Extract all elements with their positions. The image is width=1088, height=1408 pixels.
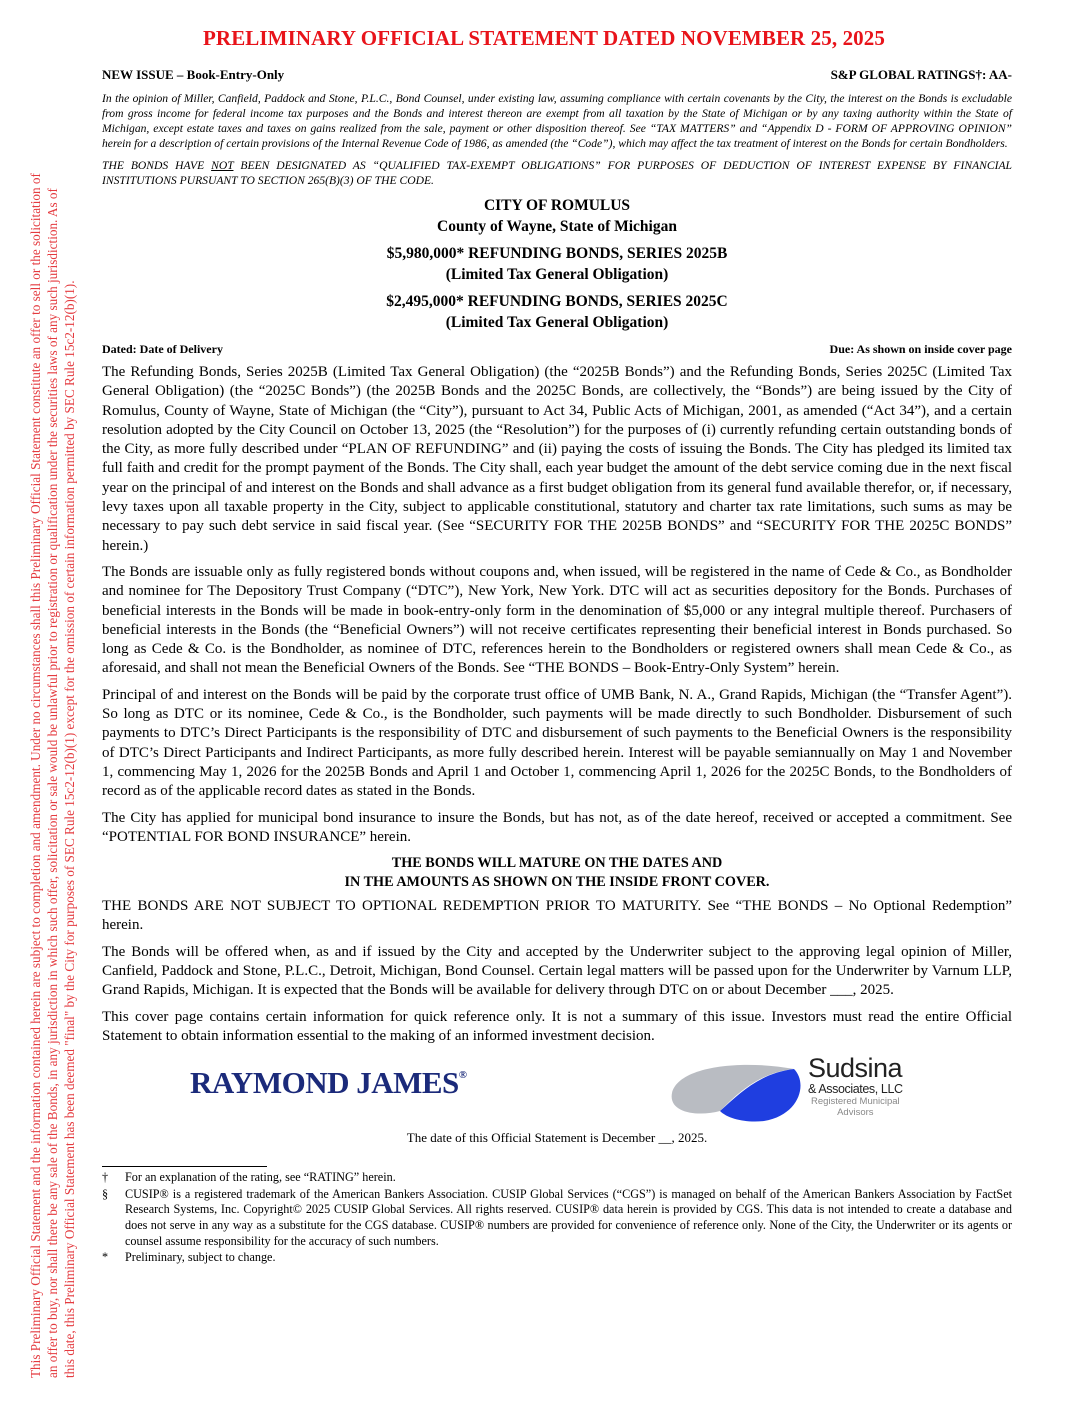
series-c-subtitle: (Limited Tax General Obligation) <box>445 314 669 331</box>
dated-label: Dated: Date of Delivery <box>102 342 223 356</box>
issue-header-row <box>102 67 1012 83</box>
sidebar-line: an offer to buy, nor shall there be any sale of the Bonds, in any jurisdiction in which such offer, solicitation or sale would be unlawful prior to registration or qualification under the securities laws of any such jurisdiction. As of <box>45 188 60 1378</box>
footnote-text: CUSIP® is a registered trademark of the American Bankers Association. CUSIP Global Services (“CGS”) is managed on behalf of the American Bankers Association by FactSet Research Systems, Inc. Copyright© 2025 CUSIP Global Services. All rights reserved. CUSIP® data herein is provided by CGS. This data is not intended to create a database and does not serve in any way as a substitute for the CGS database. CUSIP® numbers are provided for convenience of reference only. None of the City, the Underwriter or its agents or counsel assume responsibility for the accuracy of such numbers. <box>125 1186 1012 1248</box>
series-b-subtitle: (Limited Tax General Obligation) <box>445 266 669 283</box>
footnote-divider <box>102 1166 267 1167</box>
issuer-name: CITY OF ROMULUS <box>483 197 631 214</box>
footnote-text: Preliminary, subject to change. <box>125 1250 276 1265</box>
qualified-notice-text: BEEN DESIGNATED AS “QUALIFIED TAX-EXEMPT OBLIGATIONS” FOR PURPOSES OF DEDUCTION OF INTEREST EXPENSE BY FINANCIAL INSTITUTIONS PURSUANT TO SECTION 265(B)(3) OF THE CODE. <box>102 159 1013 187</box>
footnote-symbol: † <box>102 1170 109 1185</box>
rating-label: S&P GLOBAL RATINGS†: AA- <box>830 67 1012 82</box>
sudsina-reg: Registered Municipal <box>810 1096 900 1108</box>
paragraph: Principal of and interest on the Bonds will be paid by the corporate trust office of UMB Bank, N. A., Grand Rapids, Michigan (the “Transfer Agent”). So long as DTC or its nominee, Cede & Co., is the Bondholder, such payments will be made directly to such Bondholder. Disbursement of such payments to DTC’s Direct Participants is the responsibility of DTC and disbursement of such payments to the Beneficial Owners is the responsibility of DTC’s Direct Participants and Indirect Participants, as more fully described herein. Interest will be payable semiannually on May 1 and November 1, commencing May 1, 2026 for the 2025B Bonds and April 1 and October 1, commencing April 1, 2026 for the 2025C Bonds, to the Bondholders of record as of the applicable record dates as stated in the Bonds. <box>102 686 1012 800</box>
tax-opinion: In the opinion of Miller, Canfield, Paddock and Stone, P.L.C., Bond Counsel, under existing law, assuming compliance with certain covenants by the City, the interest on the Bonds is excludable from gross income for federal income tax purposes and the Bonds and interest thereon are exempt from all taxation by the State of Michigan or by any taxing authority within the State of Michigan, except estate taxes and taxes on gains realized from the sale, payment or other disposition thereof. See “TAX MATTERS” and “Appendix D - FORM OF APPROVING OPINION” herein for a description of certain provisions of the Internal Revenue Code of 1986, as amended (the “Code”), which may affect the tax treatment of interest on the Bonds for certain Bondholders. <box>102 92 1012 150</box>
paragraph: The Refunding Bonds, Series 2025B (Limited Tax General Obligation) (the “2025B Bonds”) and the Refunding Bonds, Series 2025C (Limited Tax General Obligation) (the “2025C Bonds”) (the 2025B Bonds and the 2025C Bonds, are collectively, the “Bonds”) are being issued by the City of Romulus, County of Wayne, State of Michigan (the “City”), pursuant to Act 34, Public Acts of Michigan, 2001, as amended (“Act 34”), and a certain resolution adopted by the City Council on October 13, 2025 (the “Resolution”) for the purposes of (i) currently refunding certain outstanding bonds of the City, as more fully described under “PLAN OF REFUNDING” and (ii) paying the costs of issuing the Bonds. The City has pledged its limited tax full faith and credit for the prompt payment of the Bonds. The City shall, each year budget the amount of the debt service coming due in the next fiscal year on the principal of and interest on the Bonds and shall advance as a first budget obligation from its general fund available therefor, or, if necessary, levy taxes upon all taxable property in the City, subject to applicable constitutional, statutory and charter tax rate limitations, such sums as may be necessary to pay such debt service in said fiscal year. (See “SECURITY FOR THE 2025B BONDS” and “SECURITY FOR THE 2025C BONDS” herein.) <box>102 364 1012 554</box>
paragraph: THE BONDS ARE NOT SUBJECT TO OPTIONAL REDEMPTION PRIOR TO MATURITY. See “THE BONDS – No Optional Redemption” herein. <box>102 898 1012 934</box>
issuer-location: County of Wayne, State of Michigan <box>437 218 677 235</box>
maturity-line: IN THE AMOUNTS AS SHOWN ON THE INSIDE FRONT COVER. <box>344 874 770 891</box>
logos-row <box>102 1053 1012 1128</box>
qualified-notice-text: THE BONDS HAVE <box>102 159 212 172</box>
footnote-text: For an explanation of the rating, see “RATING” herein. <box>125 1170 396 1185</box>
series-b-title: $5,980,000* REFUNDING BONDS, SERIES 2025B <box>386 245 728 262</box>
paragraph: The City has applied for municipal bond insurance to insure the Bonds, but has not, as of the date hereof, received or accepted a commitment. See “POTENTIAL FOR BOND INSURANCE” herein. <box>102 809 1012 845</box>
footnote-symbol: * <box>102 1250 109 1265</box>
document-title: PRELIMINARY OFFICIAL STATEMENT DATED NOVEMBER 25, 2025 <box>203 26 885 50</box>
footnote <box>102 1250 1012 1266</box>
sudsina-name: Sudsina <box>808 1053 903 1084</box>
sudsina-logo <box>668 1053 928 1125</box>
maturity-line: THE BONDS WILL MATURE ON THE DATES AND <box>391 855 723 872</box>
tax-opinion-block <box>102 91 1012 188</box>
paragraph: The Bonds will be offered when, as and if issued by the City and accepted by the Underwriter subject to the approving legal opinion of Miller, Canfield, Paddock and Stone, P.L.C., Detroit, Michigan, Bond Counsel. Certain legal matters will be passed upon for the Underwriter by Varnum LLP, Grand Rapids, Michigan. It is expected that the Bonds will be available for delivery through DTC on or about December ___, 2025. <box>102 943 1012 999</box>
dated-due-row <box>102 342 1012 357</box>
sudsina-reg: Advisors <box>837 1107 874 1119</box>
raymond-james-logo <box>190 1065 467 1101</box>
new-issue-label: NEW ISSUE – Book-Entry-Only <box>102 67 285 82</box>
raymond-james-wordmark: RAYMOND JAMES <box>190 1065 459 1101</box>
footnotes <box>102 1170 1012 1266</box>
body-text <box>102 363 1012 1046</box>
paragraph: The Bonds are issuable only as fully registered bonds without coupons and, when issued, will be registered in the name of Cede & Co., as Bondholder and nominee for The Depository Trust Company (“DTC”), New York, New York. DTC will act as securities depository for the Bonds. Purchases of beneficial interests in the Bonds will be made in book-entry-only form in the denomination of $5,000 or any integral multiple thereof. Purchasers of beneficial interests in the Bonds (the “Beneficial Owners”) will not receive certificates representing their beneficial interest in Bonds purchased. So long as Cede & Co. is the Bondholder, as nominee of DTC, references herein to the Bondholders or registered owners shall mean Cede & Co., as aforesaid, and shall not mean the Beneficial Owners of the Bonds. See “THE BONDS – Book-Entry-Only System” herein. <box>102 563 1012 677</box>
series-c-title: $2,495,000* REFUNDING BONDS, SERIES 2025C <box>386 293 728 310</box>
issuer-heading <box>102 195 1012 333</box>
footnote-symbol: § <box>102 1186 109 1201</box>
due-label: Due: As shown on inside cover page <box>829 342 1012 356</box>
cover-page-content <box>102 67 1012 1267</box>
sudsina-swoosh-icon <box>668 1053 808 1125</box>
sudsina-assoc: & Associates, LLC <box>808 1082 903 1097</box>
sudsina-text <box>808 1053 903 1118</box>
registered-mark: ® <box>458 1069 467 1082</box>
statement-date: The date of this Official Statement is December __, 2025. <box>406 1130 708 1146</box>
sidebar-legal-notice <box>27 58 78 1378</box>
footnote <box>102 1170 1012 1186</box>
paragraph: This cover page contains certain information for quick reference only. It is not a summary of this issue. Investors must read the entire Official Statement to obtain information essential to the making of an informed investment decision. <box>102 1008 1012 1044</box>
footnote <box>102 1187 1012 1249</box>
qualified-notice-underlined: NOT <box>211 159 234 172</box>
maturity-notice <box>102 854 1012 892</box>
sidebar-line: this date, this Preliminary Official Statement has been deemed "final" by the City for purposes of SEC Rule 15c2-12(b)(1) except for the omission of certain information permitted by SEC Rule 15c2-12(b)(1). <box>62 280 77 1378</box>
qualified-notice <box>102 158 1012 188</box>
sidebar-line: This Preliminary Official Statement and the information contained herein are subject to completion and amendment. Under no circumstances shall this Preliminary Official Statement constitute an offer to sell or the solicitation of <box>28 173 43 1378</box>
